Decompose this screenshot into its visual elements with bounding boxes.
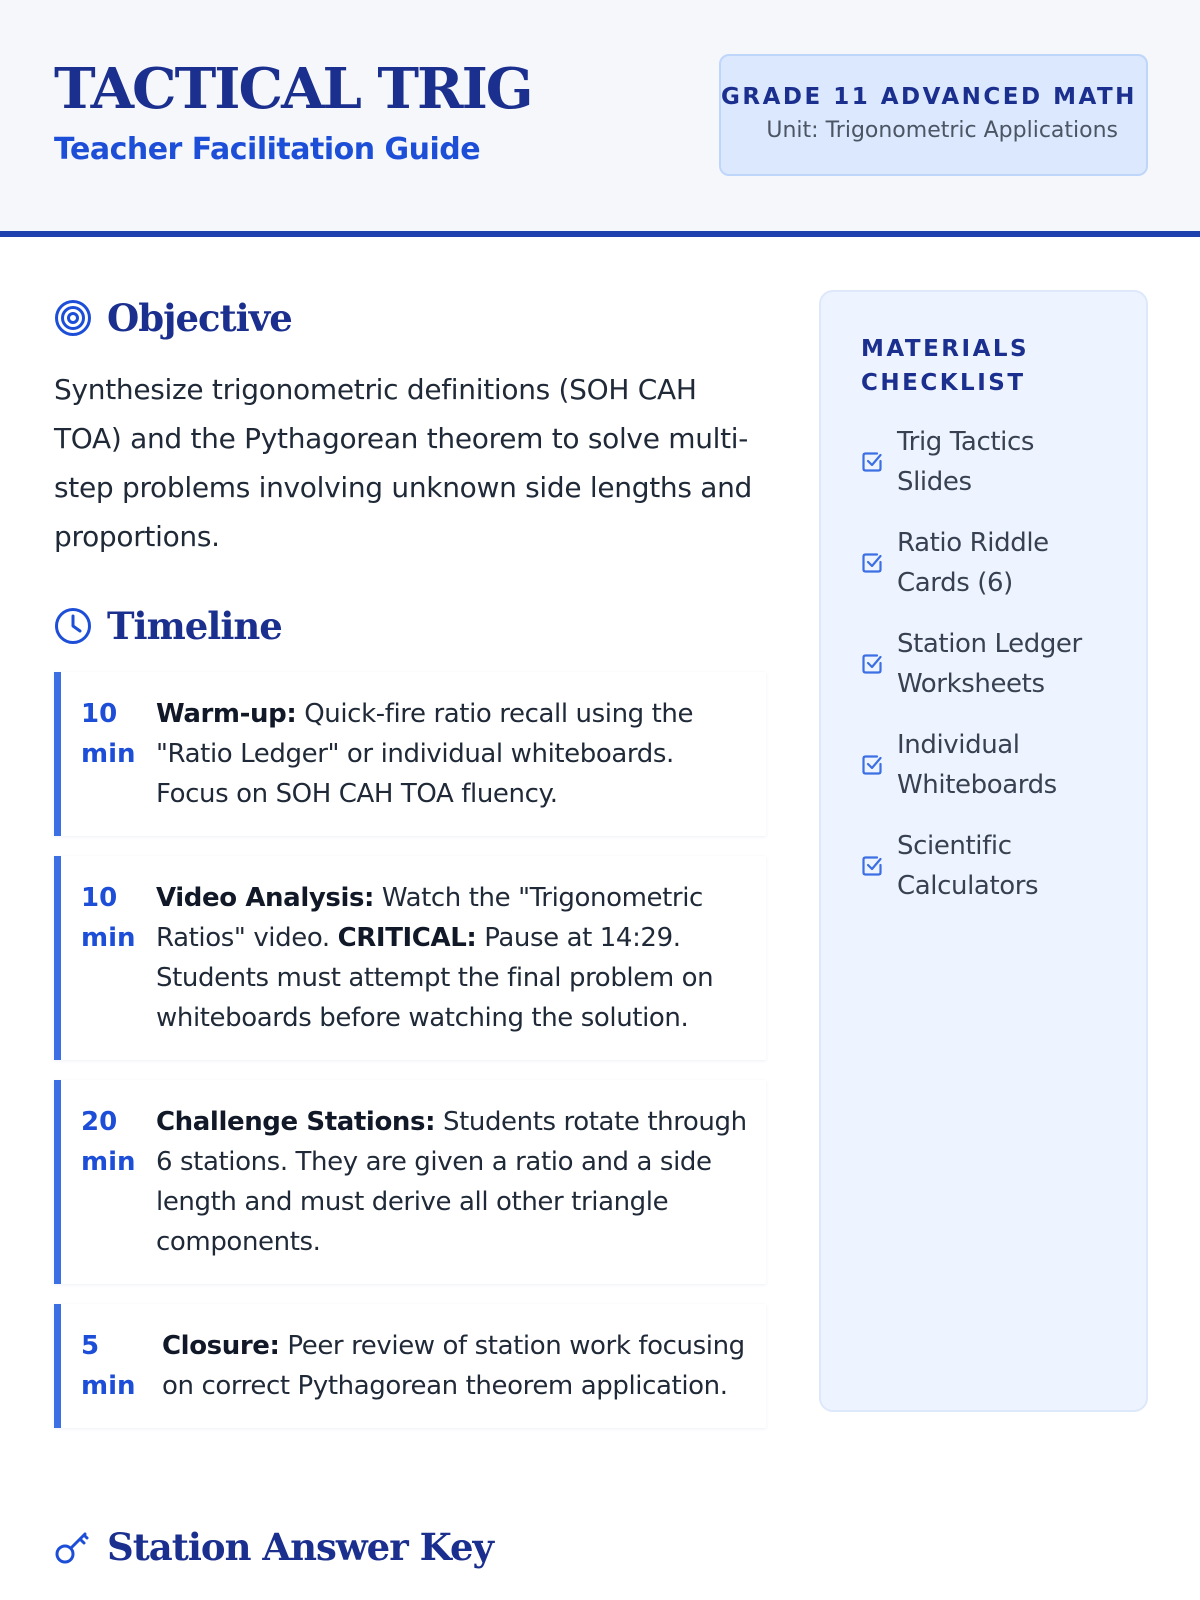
materials-item-line: Worksheets <box>897 669 1045 699</box>
materials-item-line: Individual <box>897 730 1020 760</box>
timeline-item <box>54 1304 766 1428</box>
materials-item-label <box>897 523 1049 603</box>
materials-item-line: Station Ledger <box>897 629 1082 659</box>
timeline-duration: 20 min <box>81 1107 136 1177</box>
timeline-duration: 5 min <box>81 1331 136 1401</box>
materials-item <box>861 624 1126 704</box>
materials-item <box>861 725 1126 805</box>
materials-item-line: Trig Tactics <box>897 427 1035 457</box>
objective-heading <box>54 294 292 342</box>
target-icon <box>54 299 92 337</box>
materials-item-line: Cards (6) <box>897 568 1013 598</box>
timeline-activity-text: Peer review of station work focusing on correct Pythagorean theorem application. <box>162 1331 745 1401</box>
timeline-activity-text: Students rotate through 6 stations. They are given a ratio and a side length and must derive all other triangle components. <box>156 1107 747 1257</box>
materials-checklist <box>819 290 1148 1412</box>
timeline-description <box>162 1326 748 1406</box>
materials-item-label <box>897 725 1057 805</box>
clock-icon <box>54 607 92 645</box>
materials-item-line: Scientific <box>897 831 1012 861</box>
materials-item <box>861 826 1126 906</box>
timeline-item <box>54 1080 766 1284</box>
timeline-duration: 10 min <box>81 699 136 769</box>
timeline-activity-text: Watch the "Trigonometric Ratios" video. <box>156 883 703 953</box>
timeline-duration: 10 min <box>81 883 136 953</box>
page-title: TACTICAL TRIG <box>54 56 532 122</box>
materials-heading-line: CHECKLIST <box>861 370 1026 396</box>
materials-item-label <box>897 826 1038 906</box>
materials-heading <box>861 332 1126 400</box>
materials-item <box>861 422 1126 502</box>
timeline-activity-label: Challenge Stations: <box>156 1107 436 1137</box>
checkbox-icon <box>861 451 883 473</box>
timeline-item <box>54 672 766 836</box>
page-header <box>0 0 1200 237</box>
materials-item-line: Slides <box>897 467 972 497</box>
timeline-description <box>156 878 748 1038</box>
objective-title: Objective <box>107 296 292 340</box>
checkbox-icon <box>861 653 883 675</box>
badge-grade: GRADE 11 ADVANCED MATH <box>721 84 1137 110</box>
checkbox-icon <box>861 855 883 877</box>
materials-list <box>861 422 1126 906</box>
timeline-activity-label: Video Analysis: <box>156 883 375 913</box>
answer-key-title: Station Answer Key <box>107 1525 493 1569</box>
timeline-title: Timeline <box>107 604 282 648</box>
timeline-description <box>156 1102 748 1262</box>
answer-key-heading <box>54 1523 493 1571</box>
timeline-activity-label: Closure: <box>162 1331 280 1361</box>
key-icon <box>54 1528 92 1566</box>
materials-item-line: Whiteboards <box>897 770 1057 800</box>
badge-unit: Unit: Trigonometric Applications <box>766 118 1118 143</box>
materials-item-label <box>897 422 1034 502</box>
objective-text: Synthesize trigonometric definitions (SOH CAH TOA) and the Pythagorean theorem to solve multi-step problems involving unknown side lengths and proportions. <box>54 373 753 553</box>
timeline-description <box>156 694 748 814</box>
timeline-list <box>54 672 766 1448</box>
timeline-activity-text: Quick-fire ratio recall using the "Ratio Ledger" or individual whiteboards. Focus on SOH CAH TOA fluency. <box>156 699 694 809</box>
materials-item-line: Ratio Riddle <box>897 528 1049 558</box>
materials-item-line: Calculators <box>897 871 1039 901</box>
checkbox-icon <box>861 754 883 776</box>
page-subtitle: Teacher Facilitation Guide <box>54 132 481 167</box>
timeline-item <box>54 856 766 1060</box>
checkbox-icon <box>861 552 883 574</box>
materials-item <box>861 523 1126 603</box>
course-badge <box>719 54 1148 176</box>
timeline-activity-text: Pause at 14:29. Students must attempt the final problem on whiteboards before watching the solution. <box>156 923 714 1033</box>
materials-heading-line: MATERIALS <box>861 336 1030 362</box>
materials-item-label <box>897 624 1082 704</box>
timeline-activity-label: Warm-up: <box>156 699 297 729</box>
critical-emphasis: CRITICAL: <box>337 923 477 953</box>
timeline-heading <box>54 602 282 650</box>
